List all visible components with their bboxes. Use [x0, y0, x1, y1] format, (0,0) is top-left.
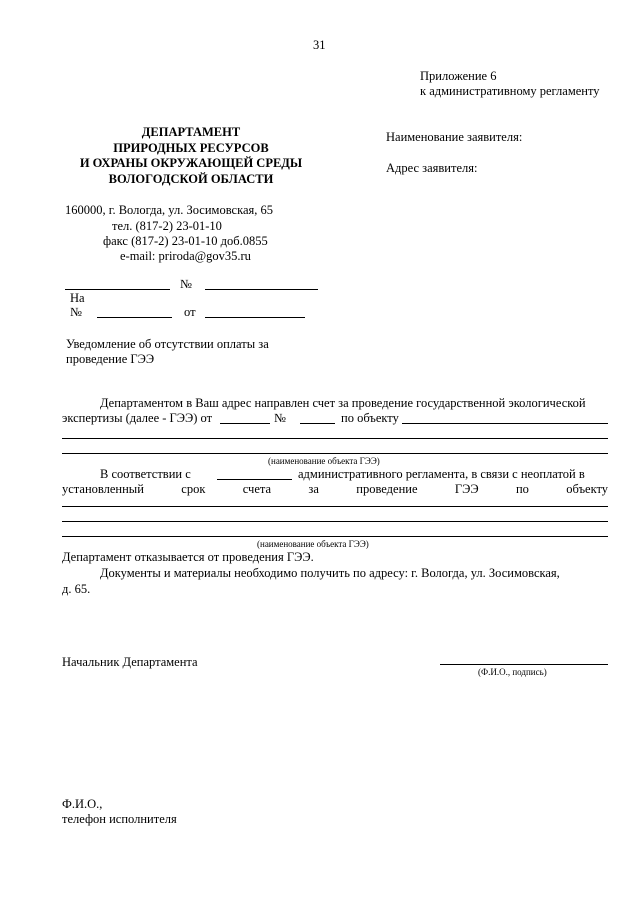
signature-line [440, 664, 608, 665]
na-number-line [97, 317, 172, 318]
word: счета [242, 482, 272, 496]
object-caption: (наименование объекта ГЭЭ) [268, 456, 380, 466]
subject-line1: Уведомление об отсутствии оплаты за [66, 337, 269, 351]
paragraph3: Департамент отказывается от проведения ГЭЭ. [62, 550, 314, 564]
invoice-number-sign: № [274, 411, 286, 425]
department-email: e-mail: priroda@gov35.ru [120, 249, 251, 263]
department-name-line: И ОХРАНЫ ОКРУЖАЮЩЕЙ СРЕДЫ [79, 156, 303, 170]
appendix-line1: Приложение 6 [420, 69, 497, 83]
word: ГЭЭ [454, 482, 479, 496]
signature-caption: (Ф.И.О., подпись) [478, 667, 547, 677]
paragraph1-line1: Департаментом в Ваш адрес направлен счет за проведение государственной экологической [100, 396, 586, 410]
reg-number-line [205, 289, 318, 290]
paragraph1-line2-start: экспертизы (далее - ГЭЭ) от [62, 411, 213, 425]
paragraph4-line2: д. 65. [62, 582, 91, 596]
object-caption: (наименование объекта ГЭЭ) [257, 539, 369, 549]
word: срок [181, 482, 206, 496]
word: проведение [356, 482, 418, 496]
invoice-date-line [220, 423, 270, 424]
invoice-number-line [300, 423, 335, 424]
applicant-address-label: Адрес заявителя: [386, 161, 478, 175]
paragraph1-line2-end: по объекту [341, 411, 399, 425]
paragraph4-line1: Документы и материалы необходимо получить по адресу: г. Вологда, ул. Зосимовская, [100, 566, 560, 580]
object-line [62, 453, 608, 454]
reg-number-sign: № [180, 277, 192, 291]
department-fax: факс (817-2) 23-01-10 доб.0855 [103, 234, 268, 248]
department-header [60, 125, 322, 187]
from-label: от [184, 305, 196, 319]
executor-name: Ф.И.О., [62, 797, 103, 811]
na-number-sign: № [70, 305, 82, 319]
word: по [515, 482, 529, 496]
department-address: 160000, г. Вологда, ул. Зосимовская, 65 [65, 203, 274, 217]
from-date-line [205, 317, 305, 318]
object-line [62, 536, 608, 537]
object-line [62, 506, 608, 507]
na-label: На [70, 291, 85, 305]
paragraph2-start: В соответствии с [100, 467, 191, 481]
object-line [402, 423, 608, 424]
department-name-line: ПРИРОДНЫХ РЕСУРСОВ [113, 140, 269, 155]
reg-date-line [65, 289, 170, 290]
word: объекту [566, 482, 609, 496]
paragraph2-line2 [62, 482, 608, 497]
department-name-line: ВОЛОГОДСКОЙ ОБЛАСТИ [108, 171, 274, 186]
word: за [308, 482, 319, 496]
department-name-line: ДЕПАРТАМЕНТ [141, 125, 241, 139]
subject-line2: проведение ГЭЭ [66, 352, 155, 366]
regulation-line [217, 479, 292, 480]
department-phone: тел. (817-2) 23-01-10 [112, 219, 222, 233]
object-line [62, 521, 608, 522]
applicant-name-label: Наименование заявителя: [386, 130, 523, 144]
appendix-line2: к административному регламенту [420, 84, 600, 98]
signature-position: Начальник Департамента [62, 655, 198, 669]
object-line [62, 438, 608, 439]
page-number: 31 [313, 38, 326, 52]
executor-phone: телефон исполнителя [62, 812, 177, 826]
paragraph2-end: административного регламента, в связи с неоплатой в [298, 467, 585, 481]
word: установленный [62, 482, 144, 496]
